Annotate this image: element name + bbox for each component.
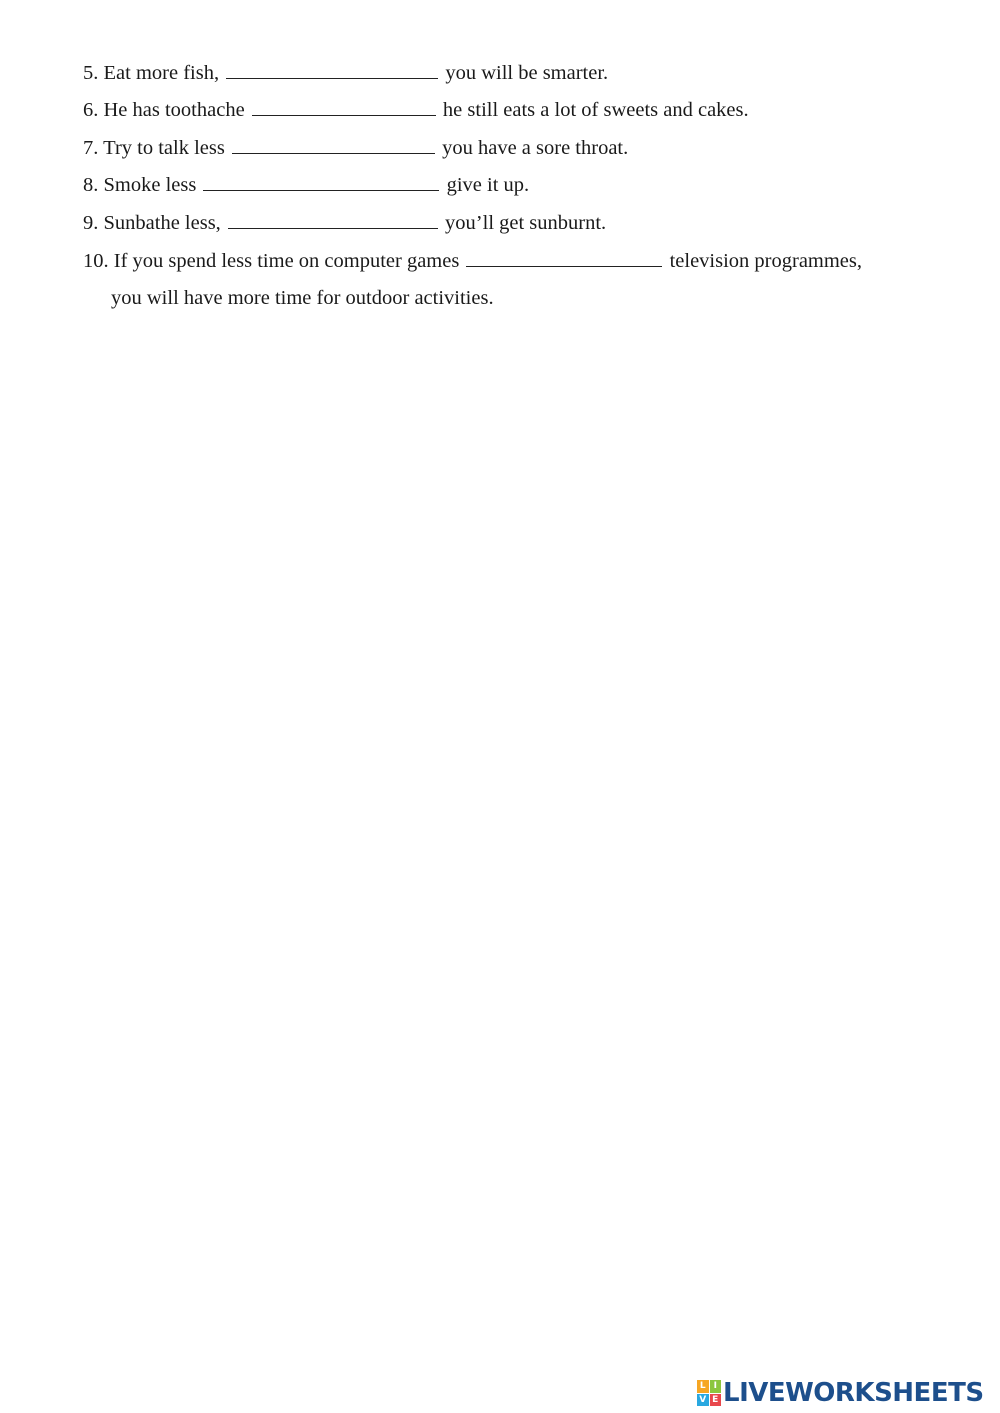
question-text-after: you will be smarter. — [445, 62, 609, 84]
logo-square: L — [697, 1380, 709, 1393]
question-text-after: you’ll get sunburnt. — [445, 212, 607, 234]
question-text-before: Try to talk less — [103, 137, 225, 159]
question-number: 10. — [83, 250, 109, 272]
question-text-after: you have a sore throat. — [442, 137, 629, 159]
question-text-before: He has toothache — [103, 99, 245, 121]
question-text-after: give it up. — [446, 174, 530, 196]
question-10 — [83, 248, 862, 273]
question-text-after: television programmes, — [669, 250, 863, 272]
logo-square: E — [710, 1394, 722, 1407]
question-7 — [83, 135, 628, 160]
question-10-continuation — [111, 286, 494, 310]
logo-squares-icon — [697, 1380, 721, 1406]
logo-square: I — [710, 1380, 722, 1393]
answer-blank-9[interactable] — [228, 210, 438, 229]
question-text-before: If you spend less time on computer games — [113, 250, 460, 272]
question-8 — [83, 172, 529, 197]
answer-blank-6[interactable] — [252, 97, 436, 116]
question-number: 5. — [83, 62, 99, 84]
answer-blank-8[interactable] — [203, 172, 439, 191]
question-6 — [83, 97, 749, 122]
logo-square: V — [697, 1394, 709, 1407]
question-number: 8. — [83, 174, 99, 196]
question-5 — [83, 60, 608, 85]
question-number: 6. — [83, 99, 99, 121]
question-text-continuation: you will have more time for outdoor activities. — [111, 287, 494, 309]
answer-blank-5[interactable] — [226, 60, 438, 79]
question-number: 9. — [83, 212, 99, 234]
question-text-before: Sunbathe less, — [103, 212, 221, 234]
question-text-before: Smoke less — [103, 174, 197, 196]
question-text-before: Eat more fish, — [103, 62, 220, 84]
liveworksheets-logo — [697, 1378, 984, 1408]
answer-blank-7[interactable] — [232, 135, 435, 154]
question-number: 7. — [83, 137, 99, 159]
answer-blank-10[interactable] — [466, 248, 662, 267]
question-text-after: he still eats a lot of sweets and cakes. — [442, 99, 749, 121]
logo-text: LIVEWORKSHEETS — [723, 1378, 984, 1408]
question-9 — [83, 210, 606, 235]
